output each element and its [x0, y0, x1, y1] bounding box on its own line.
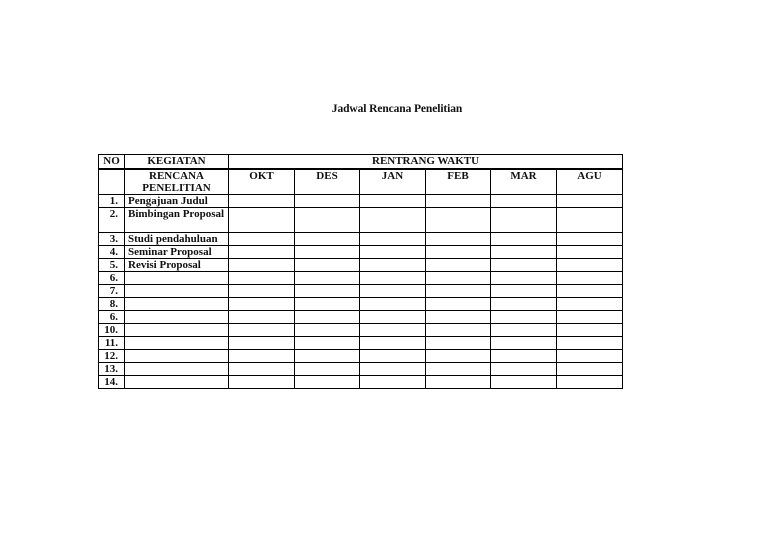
schedule-cell	[491, 246, 557, 259]
header-row-months	[99, 169, 623, 195]
schedule-cell	[491, 350, 557, 363]
activity-cell	[125, 285, 229, 298]
schedule-cell	[360, 246, 426, 259]
schedule-cell	[295, 298, 360, 311]
schedule-cell	[426, 337, 491, 350]
table-row	[99, 298, 623, 311]
schedule-cell	[229, 246, 295, 259]
row-number: 11.	[99, 337, 125, 350]
activity-cell	[125, 337, 229, 350]
table-row	[99, 272, 623, 285]
activity-cell	[125, 350, 229, 363]
table-row	[99, 376, 623, 389]
header-rencana-penelitian: RENCANA PENELITIAN	[125, 169, 229, 195]
schedule-cell	[557, 246, 623, 259]
month-header: MAR	[491, 169, 557, 195]
schedule-cell	[295, 350, 360, 363]
month-header: AGU	[557, 169, 623, 195]
row-number: 6.	[99, 311, 125, 324]
schedule-cell	[360, 195, 426, 208]
schedule-cell	[426, 376, 491, 389]
schedule-cell	[229, 208, 295, 233]
schedule-cell	[557, 285, 623, 298]
activity-cell	[125, 376, 229, 389]
table-row	[99, 246, 623, 259]
schedule-cell	[360, 272, 426, 285]
activity-cell	[125, 324, 229, 337]
activity-cell	[125, 363, 229, 376]
schedule-cell	[426, 311, 491, 324]
schedule-cell	[229, 337, 295, 350]
schedule-cell	[557, 363, 623, 376]
schedule-cell	[557, 350, 623, 363]
schedule-cell	[229, 350, 295, 363]
schedule-cell	[426, 324, 491, 337]
table-row	[99, 285, 623, 298]
activity-cell	[125, 311, 229, 324]
schedule-cell	[491, 298, 557, 311]
activity-cell: Seminar Proposal	[125, 246, 229, 259]
schedule-cell	[491, 208, 557, 233]
schedule-cell	[491, 233, 557, 246]
activity-cell: Studi pendahuluan	[125, 233, 229, 246]
schedule-cell	[229, 376, 295, 389]
activity-cell: Pengajuan Judul	[125, 195, 229, 208]
row-number: 6.	[99, 272, 125, 285]
schedule-cell	[557, 272, 623, 285]
schedule-cell	[295, 195, 360, 208]
activity-cell	[125, 298, 229, 311]
row-number: 3.	[99, 233, 125, 246]
schedule-cell	[491, 259, 557, 272]
header-kegiatan: KEGIATAN	[125, 155, 229, 170]
schedule-cell	[426, 298, 491, 311]
header-rentang-waktu: RENTRANG WAKTU	[229, 155, 623, 170]
schedule-cell	[295, 324, 360, 337]
month-header: OKT	[229, 169, 295, 195]
header-no-blank	[99, 169, 125, 195]
row-number: 14.	[99, 376, 125, 389]
schedule-cell	[491, 195, 557, 208]
schedule-cell	[295, 208, 360, 233]
schedule-cell	[426, 233, 491, 246]
schedule-cell	[491, 285, 557, 298]
schedule-cell	[360, 208, 426, 233]
schedule-cell	[557, 233, 623, 246]
schedule-cell	[557, 337, 623, 350]
schedule-cell	[491, 376, 557, 389]
month-header: DES	[295, 169, 360, 195]
schedule-cell	[557, 195, 623, 208]
activity-cell: Bimbingan Proposal	[125, 208, 229, 233]
schedule-cell	[229, 298, 295, 311]
row-number: 1.	[99, 195, 125, 208]
schedule-cell	[491, 311, 557, 324]
row-number: 12.	[99, 350, 125, 363]
schedule-cell	[295, 259, 360, 272]
row-number: 4.	[99, 246, 125, 259]
schedule-cell	[360, 298, 426, 311]
schedule-cell	[491, 337, 557, 350]
table-row	[99, 337, 623, 350]
schedule-cell	[491, 363, 557, 376]
schedule-cell	[360, 376, 426, 389]
table-row	[99, 208, 623, 233]
schedule-cell	[360, 259, 426, 272]
row-number: 5.	[99, 259, 125, 272]
schedule-cell	[360, 324, 426, 337]
schedule-cell	[557, 324, 623, 337]
schedule-cell	[295, 233, 360, 246]
row-number: 7.	[99, 285, 125, 298]
table-row	[99, 311, 623, 324]
research-schedule-table	[98, 154, 623, 389]
schedule-cell	[557, 376, 623, 389]
schedule-cell	[426, 350, 491, 363]
schedule-cell	[360, 350, 426, 363]
activity-cell	[125, 272, 229, 285]
month-header: JAN	[360, 169, 426, 195]
schedule-cell	[295, 337, 360, 350]
schedule-cell	[426, 195, 491, 208]
schedule-cell	[229, 324, 295, 337]
schedule-cell	[229, 311, 295, 324]
schedule-cell	[295, 285, 360, 298]
schedule-cell	[426, 285, 491, 298]
schedule-cell	[295, 272, 360, 285]
table-row	[99, 363, 623, 376]
schedule-cell	[295, 311, 360, 324]
schedule-cell	[229, 272, 295, 285]
schedule-cell	[360, 311, 426, 324]
month-header: FEB	[426, 169, 491, 195]
schedule-cell	[229, 285, 295, 298]
schedule-cell	[360, 363, 426, 376]
row-number: 8.	[99, 298, 125, 311]
table-row	[99, 259, 623, 272]
schedule-cell	[295, 246, 360, 259]
table-row	[99, 350, 623, 363]
schedule-cell	[557, 311, 623, 324]
table-row	[99, 233, 623, 246]
schedule-cell	[426, 363, 491, 376]
schedule-body	[99, 195, 623, 389]
schedule-cell	[295, 363, 360, 376]
schedule-cell	[229, 259, 295, 272]
schedule-cell	[557, 208, 623, 233]
schedule-cell	[426, 246, 491, 259]
document-title: Jadwal Rencana Penelitian	[331, 103, 463, 115]
schedule-cell	[426, 208, 491, 233]
schedule-cell	[360, 337, 426, 350]
schedule-cell	[426, 259, 491, 272]
schedule-cell	[491, 324, 557, 337]
schedule-cell	[426, 272, 491, 285]
table-row	[99, 195, 623, 208]
schedule-cell	[491, 272, 557, 285]
schedule-cell	[229, 233, 295, 246]
schedule-cell	[229, 363, 295, 376]
header-row-top	[99, 155, 623, 170]
table-row	[99, 324, 623, 337]
header-no: NO	[99, 155, 125, 170]
row-number: 2.	[99, 208, 125, 233]
row-number: 10.	[99, 324, 125, 337]
schedule-cell	[295, 376, 360, 389]
schedule-cell	[557, 259, 623, 272]
row-number: 13.	[99, 363, 125, 376]
schedule-cell	[229, 195, 295, 208]
schedule-cell	[360, 285, 426, 298]
schedule-cell	[360, 233, 426, 246]
schedule-cell	[557, 298, 623, 311]
activity-cell: Revisi Proposal	[125, 259, 229, 272]
